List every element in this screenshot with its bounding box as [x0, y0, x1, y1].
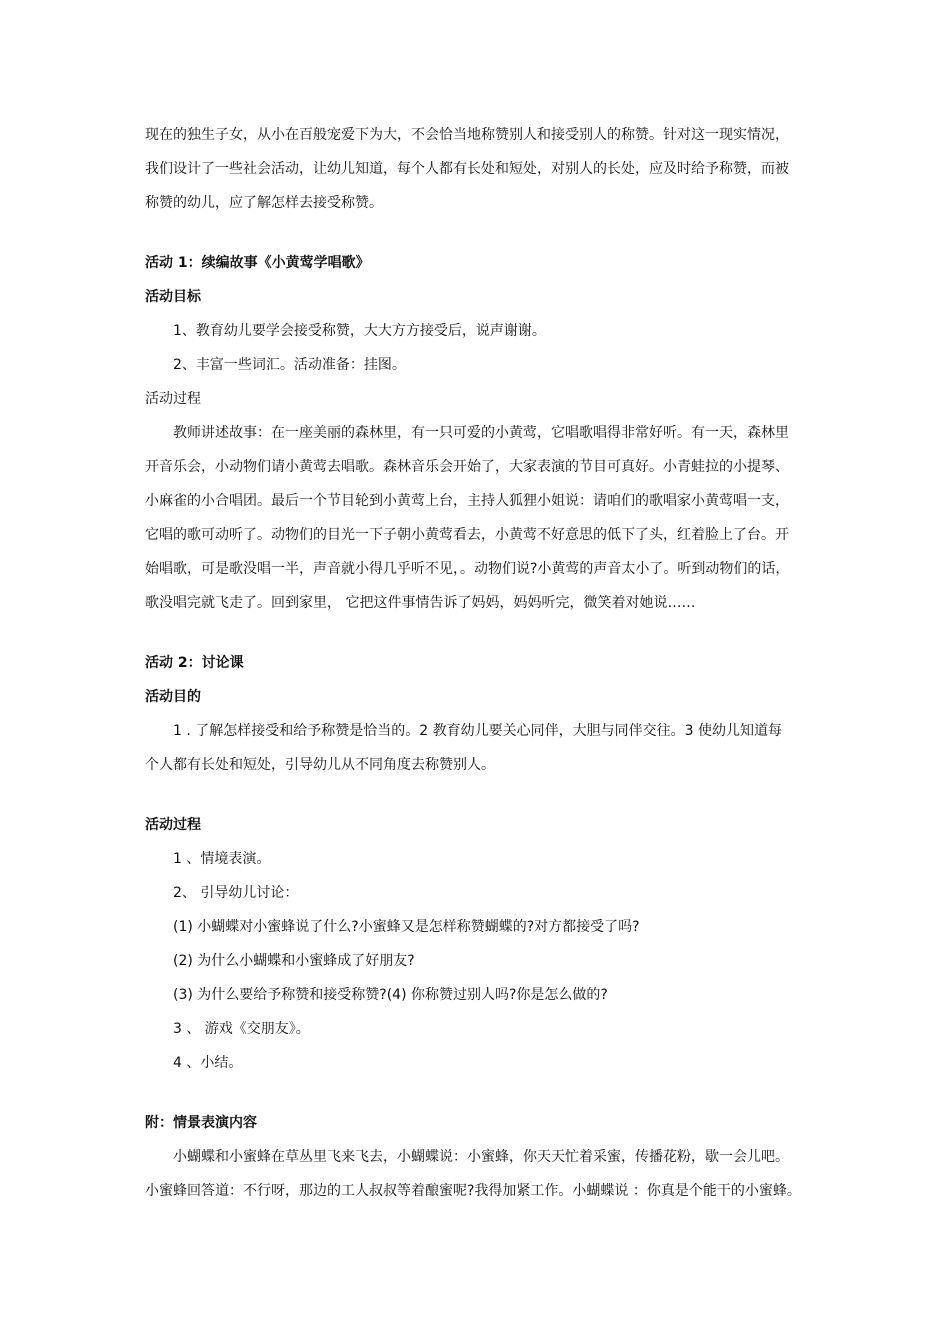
activity2-step: (2) 为什么小蝴蝶和小蜜蜂成了好朋友?	[173, 953, 415, 969]
activity1-story-line: 它唱的歌可动听了。动物们的目光一下子朝小黄莺看去，小黄莺不好意思的低下了头，红着脸上了台。开	[145, 527, 789, 543]
activity2-goal-line: 个人都有长处和短处，引导幼儿从不同角度去称赞别人。	[145, 757, 495, 773]
activity1-story-line: 教师讲述故事：在一座美丽的森林里，有一只可爱的小黄莺，它唱歌唱得非常好听。有一天，森林里	[173, 425, 789, 441]
intro-line: 现在的独生子女，从小在百般宠爱下为大，不会恰当地称赞别人和接受别人的称赞。针对这一现实情况，	[145, 127, 789, 143]
appendix-line: 小蝴蝶和小蜜蜂在草丛里飞来飞去，小蝴蝶说：小蜜蜂，你天天忙着采蜜，传播花粉，歇一会儿吧。	[173, 1149, 789, 1165]
intro-line: 称赞的幼儿，应了解怎样去接受称赞。	[145, 195, 383, 211]
activity1-story-line: 始唱歌，可是歌没唱一半，声音就小得几乎听不见，。动物们说?小黄莺的声音太小了。听到动物们的话，	[145, 561, 790, 577]
activity1-story-line: 小麻雀的小合唱团。最后一个节目轮到小黄莺上台，主持人狐狸小姐说：请咱们的歌唱家小黄莺唱一支，	[145, 493, 789, 509]
document-page	[145, 118, 815, 1208]
activity2-step: 4 、小结。	[173, 1055, 243, 1071]
activity2-step: 1 、情境表演。	[173, 851, 271, 867]
activity2-step: (1) 小蝴蝶对小蜜蜂说了什么?小蜜蜂又是怎样称赞蝴蝶的?对方都接受了吗?	[173, 919, 640, 935]
activity2-title: 活动 2：讨论课	[145, 655, 244, 671]
activity2-step: 3 、 游戏《交朋友》。	[173, 1021, 310, 1037]
appendix-title: 附：情景表演内容	[145, 1115, 257, 1131]
activity1-title: 活动 1：续编故事《小黄莺学唱歌》	[145, 255, 370, 271]
appendix-line: 小蜜蜂回答道：不行呀，那边的工人叔叔等着酿蜜呢?我得加紧工作。小蝴蝶说 ：你真是个能干的小蜜蜂。	[145, 1183, 801, 1199]
activity2-goal-heading: 活动目的	[145, 689, 201, 705]
intro-line: 我们设计了一些社会活动，让幼儿知道，每个人都有长处和短处，对别人的长处，应及时给予称赞，而被	[145, 161, 789, 177]
activity1-goal-item: 1、教育幼儿要学会接受称赞，大大方方接受后，说声谢谢。	[173, 323, 546, 339]
activity2-step: (3) 为什么要给予称赞和接受称赞?(4) 你称赞过别人吗?你是怎么做的?	[173, 987, 608, 1003]
activity1-story-line: 开音乐会，小动物们请小黄莺去唱歌。森林音乐会开始了，大家表演的节目可真好。小青蛙拉的小提琴、	[145, 459, 789, 475]
activity2-step: 2、 引导幼儿讨论：	[173, 885, 299, 901]
activity2-goal-line: 1 . 了解怎样接受和给予称赞是恰当的。2 教育幼儿要关心同伴，大胆与同伴交往。3 使幼儿知道每	[173, 723, 782, 739]
activity1-story-line: 歌没唱完就飞走了。回到家里， 它把这件事情告诉了妈妈，妈妈听完，微笑着对她说……	[145, 595, 696, 611]
activity1-goal-heading: 活动目标	[145, 289, 201, 305]
activity2-process-heading: 活动过程	[145, 817, 201, 833]
activity1-process-heading: 活动过程	[145, 391, 201, 407]
activity1-goal-item: 2、丰富一些词汇。活动准备：挂图。	[173, 357, 406, 373]
